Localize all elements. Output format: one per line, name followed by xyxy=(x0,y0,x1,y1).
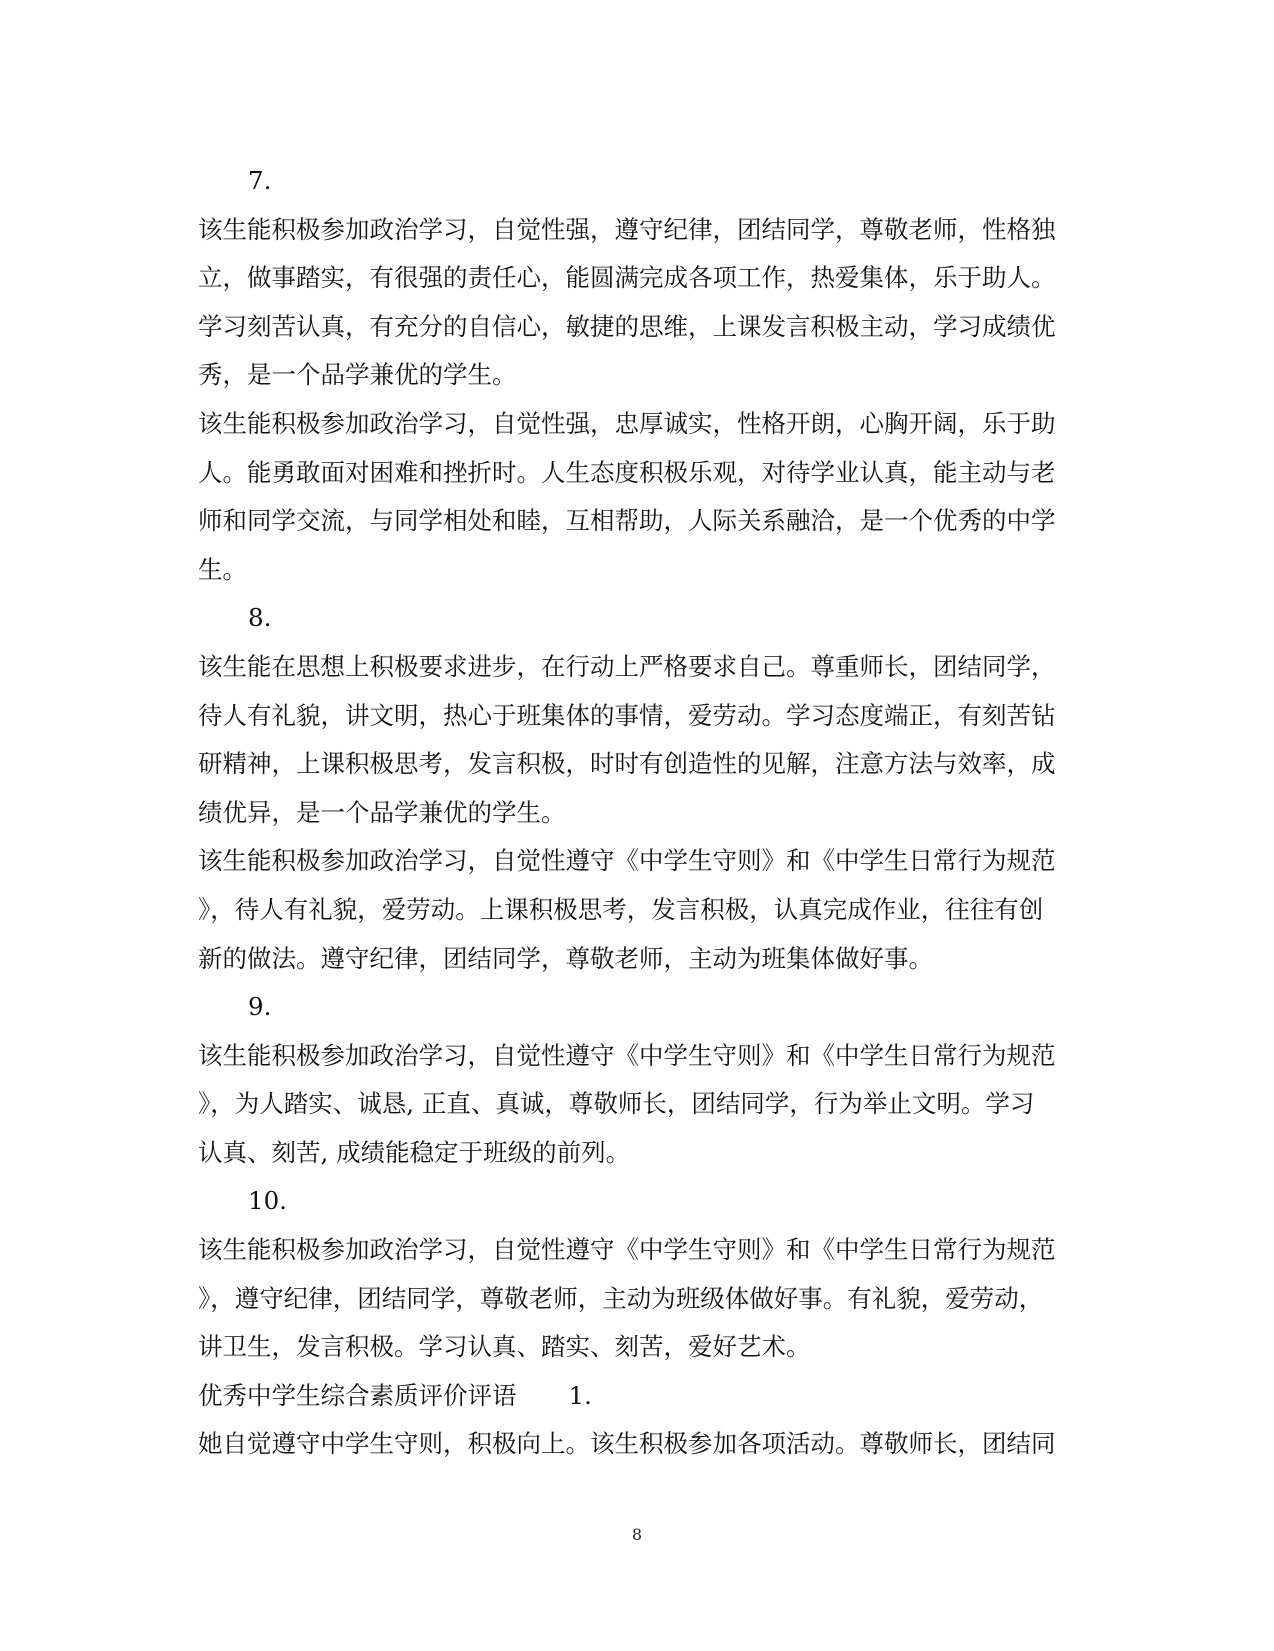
paragraph-line: 该生能在思想上积极要求进步，在行动上严格要求自己。尊重师长，团结同学， xyxy=(198,651,1056,681)
paragraph-line: 该生能积极参加政治学习，自觉性遵守《中学生守则》和《中学生日常行为规范 xyxy=(198,1235,1056,1265)
comment-paragraph xyxy=(198,837,1074,983)
paragraph-line: 绩优异，是一个品学兼优的学生。 xyxy=(198,797,566,827)
paragraph-line: 待人有礼貌，讲文明，热心于班集体的事情，爱劳动。学习态度端正，有刻苦钻 xyxy=(198,700,1056,730)
paragraph-line: 讲卫生，发言积极。学习认真、踏实、刻苦，爱好艺术。 xyxy=(198,1332,811,1362)
comment-paragraph xyxy=(198,643,1074,837)
paragraph-line: 该生能积极参加政治学习，自觉性强，遵守纪律，团结同学，尊敬老师，性格独 xyxy=(198,214,1056,244)
item-number: 8. xyxy=(248,603,272,633)
paragraph-line: 立，做事踏实，有很强的责任心，能圆满完成各项工作，热爱集体，乐于助人。 xyxy=(198,263,1056,293)
paragraph-line: 该生能积极参加政治学习，自觉性遵守《中学生守则》和《中学生日常行为规范 xyxy=(198,846,1056,876)
section-heading-text: 优秀中学生综合素质评价评语 xyxy=(198,1380,517,1410)
comment-paragraph xyxy=(198,206,1074,400)
item-number: 7. xyxy=(248,166,272,195)
comment-paragraph xyxy=(198,1032,1074,1178)
section-heading xyxy=(198,1372,1074,1421)
comment-paragraph xyxy=(198,1226,1074,1372)
paragraph-line: 新的做法。遵守纪律，团结同学，尊敬老师，主动为班集体做好事。 xyxy=(198,943,933,973)
paragraph-line: 》，遵守纪律，团结同学，尊敬老师，主动为班级体做好事。有礼貌，爱劳动， xyxy=(198,1283,1044,1313)
paragraph-line: 秀，是一个品学兼优的学生。 xyxy=(198,360,517,390)
document-body xyxy=(198,157,1074,1469)
paragraph-line: 她自觉遵守中学生守则，积极向上。该生积极参加各项活动。尊敬师长，团结同 xyxy=(198,1429,1056,1459)
section-heading-number: 1. xyxy=(568,1380,592,1410)
item-number: 9. xyxy=(248,992,272,1022)
paragraph-line: 认真、刻苦, 成绩能稳定于班级的前列。 xyxy=(198,1137,631,1167)
paragraph-line: 学习刻苦认真，有充分的自信心，敏捷的思维，上课发言积极主动，学习成绩优 xyxy=(198,311,1056,341)
comment-paragraph xyxy=(198,1420,1074,1469)
paragraph-line: 》，待人有礼貌，爱劳动。上课积极思考，发言积极，认真完成作业，往往有创 xyxy=(198,894,1044,924)
item-number: 10. xyxy=(248,1186,287,1216)
paragraph-line: 》，为人踏实、诚恳, 正直、真诚，尊敬师长，团结同学，行为举止文明。学习 xyxy=(198,1089,1035,1119)
comment-paragraph xyxy=(198,400,1074,594)
page-number: 8 xyxy=(631,1525,643,1544)
paragraph-line: 该生能积极参加政治学习，自觉性强，忠厚诚实，性格开朗，心胸开阔，乐于助 xyxy=(198,408,1056,438)
paragraph-line: 人。能勇敢面对困难和挫折时。人生态度积极乐观，对待学业认真，能主动与老 xyxy=(198,457,1056,487)
paragraph-line: 师和同学交流，与同学相处和睦，互相帮助，人际关系融洽，是一个优秀的中学 xyxy=(198,506,1056,536)
paragraph-line: 生。 xyxy=(198,554,247,584)
paragraph-line: 该生能积极参加政治学习，自觉性遵守《中学生守则》和《中学生日常行为规范 xyxy=(198,1040,1056,1070)
paragraph-line: 研精神，上课积极思考，发言积极，时时有创造性的见解，注意方法与效率，成 xyxy=(198,749,1056,779)
